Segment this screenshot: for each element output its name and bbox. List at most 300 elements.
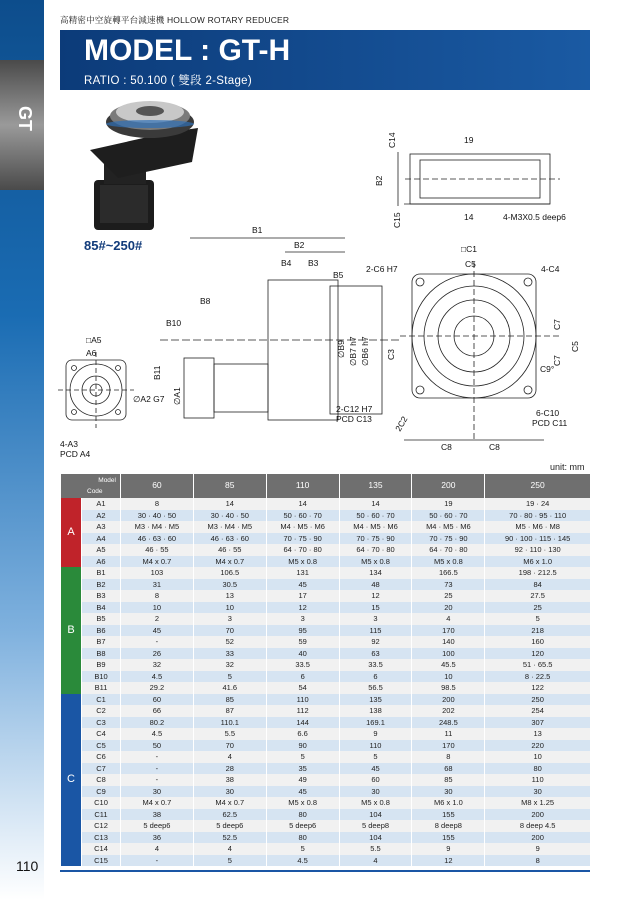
table-cell: 45 [339,763,412,775]
table-cell: 13 [485,728,590,740]
label-c15: C15 [392,212,402,228]
table-row [61,843,591,855]
table-cell: 50 [121,740,194,752]
table-cell: 11 [412,728,485,740]
table-cell: 135 [339,694,412,706]
column-header: 135 [339,474,412,498]
table-cell: 8 [121,590,194,602]
table-cell: 95 [266,625,339,637]
table-cell: 30.5 [193,579,266,591]
label-c5b: C5 [570,341,580,352]
table-cell: 3 [193,613,266,625]
table-cell: 70 [193,625,266,637]
unit-label: unit: mm [550,462,585,472]
table-cell: 10 [412,671,485,683]
table-cell: 98.5 [412,682,485,694]
table-row [61,786,591,798]
table-cell: 19 · 24 [485,498,590,510]
table-cell: 32 [193,659,266,671]
label-c8b: C8 [489,442,500,452]
column-header: 110 [266,474,339,498]
table-cell: 104 [339,832,412,844]
table-cell: 248.5 [412,717,485,729]
table-cell: 64 · 70 · 80 [339,544,412,556]
label-b6: ∅B6 h7 [360,336,370,366]
row-code: C15 [82,855,121,867]
table-row [61,613,591,625]
label-b4: B4 [281,258,292,268]
table-body [61,498,591,866]
table-cell: 49 [266,774,339,786]
table-cell: 62.5 [193,809,266,821]
table-cell: 70 [193,740,266,752]
row-code: B9 [82,659,121,671]
table-cell: M5 x 0.8 [339,797,412,809]
table-cell: 70 · 80 · 95 · 110 [485,510,590,522]
table-row [61,728,591,740]
table-cell: 10 [121,602,194,614]
table-cell: 220 [485,740,590,752]
table-cell: 170 [412,740,485,752]
label-c2: 2C2 [393,414,410,433]
table-cell: 70 · 75 · 90 [339,533,412,545]
label-a6: A6 [86,348,97,358]
table-cell: 4.5 [121,728,194,740]
table-cell: M5 x 0.8 [412,556,485,568]
table-cell: 38 [121,809,194,821]
group-label: A [61,498,82,567]
table-cell: 5.5 [193,728,266,740]
table-cell: 66 [121,705,194,717]
table-row [61,579,591,591]
row-code: C14 [82,843,121,855]
label-c11: PCD C11 [532,418,568,428]
table-cell: 30 [339,786,412,798]
row-code: C9 [82,786,121,798]
table-cell: 170 [412,625,485,637]
page-title: MODEL : GT-H [84,34,291,67]
table-cell: 48 [339,579,412,591]
table-cell: 33.5 [266,659,339,671]
ratio-subtitle: RATIO : 50.100 ( 雙段 2-Stage) [84,75,252,87]
table-cell: 19 [412,498,485,510]
table-row [61,498,591,510]
table-cell: 5 deep6 [121,820,194,832]
row-code: B4 [82,602,121,614]
row-code: A3 [82,521,121,533]
footer-divider [60,870,590,872]
table-cell: 17 [266,590,339,602]
table-cell: 5 [266,843,339,855]
table-cell: 110 [485,774,590,786]
table-cell: 52.5 [193,832,266,844]
row-code: C1 [82,694,121,706]
label-c7b: C7 [552,355,562,366]
table-cell: 70 · 75 · 90 [412,533,485,545]
page-number: 110 [16,858,39,874]
table-cell: 27.5 [485,590,590,602]
table-cell: 104 [339,809,412,821]
label-a1: ∅A1 [172,387,182,405]
table-cell: M3 · M4 · M5 [193,521,266,533]
table-row [61,625,591,637]
table-cell: 90 · 100 · 115 · 145 [485,533,590,545]
label-c13: PCD C13 [336,414,372,424]
table-cell: 8 deep 4.5 [485,820,590,832]
label-c6: 2-C6 H7 [366,264,398,274]
table-row [61,544,591,556]
table-cell: 100 [412,648,485,660]
table-cell: 254 [485,705,590,717]
table-cell: 85 [193,694,266,706]
table-row [61,705,591,717]
row-code: C12 [82,820,121,832]
table-cell: 64 · 70 · 80 [412,544,485,556]
table-cell: 56.5 [339,682,412,694]
table-cell: 202 [412,705,485,717]
row-code: C10 [82,797,121,809]
row-code: C2 [82,705,121,717]
label-b8: B8 [200,296,211,306]
row-code: B8 [82,648,121,660]
table-cell: 200 [485,832,590,844]
group-label: B [61,567,82,694]
table-cell: 4 [412,613,485,625]
table-cell: 25 [412,590,485,602]
row-code: C11 [82,809,121,821]
label-c3: C3 [386,349,396,360]
table-cell: - [121,636,194,648]
table-cell: 59 [266,636,339,648]
table-cell: 31 [121,579,194,591]
table-cell: 134 [339,567,412,579]
table-row [61,671,591,683]
table-row [61,533,591,545]
table-cell: M4 · M5 · M6 [412,521,485,533]
table-cell: 307 [485,717,590,729]
table-cell: 45 [266,786,339,798]
column-header: 250 [485,474,590,498]
table-cell: 40 [266,648,339,660]
row-code: B10 [82,671,121,683]
table-cell: 68 [412,763,485,775]
table-cell: M6 x 1.0 [485,556,590,568]
table-cell: 122 [485,682,590,694]
label-b10: B10 [166,318,182,328]
label-b11: B11 [152,365,162,380]
table-cell: 41.6 [193,682,266,694]
table-row [61,763,591,775]
table-row [61,855,591,867]
table-cell: 45 [121,625,194,637]
table-cell: M5 x 0.8 [339,556,412,568]
table-cell: 5.5 [339,843,412,855]
table-cell: 25 [485,602,590,614]
header-top-line: 高精密中空旋轉平台減速機 HOLLOW ROTARY REDUCER [60,15,290,25]
table-cell: 110 [266,694,339,706]
table-cell: 92 [339,636,412,648]
table-cell: 15 [339,602,412,614]
table-row [61,774,591,786]
table-cell: 4 [193,843,266,855]
table-cell: 140 [412,636,485,648]
label-a5: □A5 [86,335,102,345]
table-cell: 33 [193,648,266,660]
table-cell: 46 · 63 · 60 [193,533,266,545]
table-cell: 5 [193,671,266,683]
table-cell: 200 [485,809,590,821]
table-cell: 60 [121,694,194,706]
table-row [61,567,591,579]
label-a4: PCD A4 [60,449,91,459]
table-cell: 9 [412,843,485,855]
row-code: B1 [82,567,121,579]
table-cell: 5 [485,613,590,625]
row-code: B2 [82,579,121,591]
sidebar-tab-label: GT [15,106,35,131]
label-19: 19 [464,135,474,145]
table-cell: 64 · 70 · 80 [266,544,339,556]
label-c8: C8 [441,442,452,452]
table-cell: 32 [121,659,194,671]
table-cell: 103 [121,567,194,579]
label-c5: C5 [465,259,476,269]
table-cell: M5 x 0.8 [266,797,339,809]
table-cell: 115 [339,625,412,637]
table-cell: 4 [121,843,194,855]
label-m3: 4-M3X0.5 deep6 [503,212,566,222]
table-cell: 8 · 22.5 [485,671,590,683]
table-cell: 8 [121,498,194,510]
table-cell: M4 x 0.7 [121,556,194,568]
table-cell: 30 [193,786,266,798]
row-code: C4 [82,728,121,740]
label-b1: B1 [252,225,263,235]
table-cell: 46 · 63 · 60 [121,533,194,545]
table-row [61,510,591,522]
table-cell: 28 [193,763,266,775]
table-cell: M4 · M5 · M6 [339,521,412,533]
size-range-label: 85#~250# [84,238,143,253]
table-cell: 4 [339,855,412,867]
table-cell: 6 [339,671,412,683]
table-cell: 110 [339,740,412,752]
top-view-drawing [398,152,560,206]
label-b5: B5 [333,270,344,280]
table-cell: 90 [266,740,339,752]
row-code: B5 [82,613,121,625]
table-cell: M5 · M6 · M8 [485,521,590,533]
table-cell: 166.5 [412,567,485,579]
flange-view-drawing [58,352,134,428]
table-cell: 50 · 60 · 70 [339,510,412,522]
table-cell: 9 [485,843,590,855]
table-cell: 12 [266,602,339,614]
table-row [61,556,591,568]
product-photo [90,101,198,230]
table-cell: 50 · 60 · 70 [412,510,485,522]
table-cell: 5 [339,751,412,763]
table-row [61,832,591,844]
table-cell: 144 [266,717,339,729]
column-header: 200 [412,474,485,498]
label-a3: 4-A3 [60,439,78,449]
table-cell: 85 [412,774,485,786]
table-cell: 46 · 55 [193,544,266,556]
table-cell: 30 · 40 · 50 [121,510,194,522]
table-row [61,820,591,832]
label-b3: B3 [308,258,319,268]
table-corner-cell [61,474,121,498]
table-cell: 73 [412,579,485,591]
table-cell: 26 [121,648,194,660]
label-b2: B2 [294,240,305,250]
table-cell: M3 · M4 · M5 [121,521,194,533]
table-cell: 30 [121,786,194,798]
table-row [61,659,591,671]
table-cell: 10 [485,751,590,763]
table-cell: M4 x 0.7 [193,556,266,568]
label-c14: C14 [387,132,397,148]
label-c12: 2-C12 H7 [336,404,373,414]
row-code: C7 [82,763,121,775]
table-cell: 46 · 55 [121,544,194,556]
row-code: C13 [82,832,121,844]
table-cell: 80 [485,763,590,775]
table-cell: 52 [193,636,266,648]
table-cell: 84 [485,579,590,591]
table-row [61,682,591,694]
table-row [61,648,591,660]
table-cell: 4.5 [266,855,339,867]
table-cell: 14 [193,498,266,510]
label-c1: □C1 [461,244,477,254]
label-b2-top: B2 [374,175,384,186]
table-cell: 60 [339,774,412,786]
table-cell: 29.2 [121,682,194,694]
row-code: A2 [82,510,121,522]
table-cell: 200 [412,694,485,706]
table-cell: 169.1 [339,717,412,729]
table-row [61,797,591,809]
table-cell: 10 [193,602,266,614]
table-cell: 198 · 212.5 [485,567,590,579]
table-cell: 5 deep6 [266,820,339,832]
label-a2: ∅A2 G7 [133,394,165,404]
label-c7: C7 [552,319,562,330]
row-code: B7 [82,636,121,648]
table-cell: M4 x 0.7 [121,797,194,809]
row-code: A5 [82,544,121,556]
table-cell: 80 [266,832,339,844]
table-cell: 14 [339,498,412,510]
table-cell: - [121,774,194,786]
table-cell: 20 [412,602,485,614]
table-cell: 50 · 60 · 70 [266,510,339,522]
table-cell: 13 [193,590,266,602]
table-cell: 155 [412,809,485,821]
table-cell: M4 · M5 · M6 [266,521,339,533]
table-cell: 8 [485,855,590,867]
table-cell: 36 [121,832,194,844]
table-row [61,717,591,729]
table-cell: 8 [412,751,485,763]
row-code: C5 [82,740,121,752]
table-cell: 12 [412,855,485,867]
table-cell: 6 [266,671,339,683]
row-code: A1 [82,498,121,510]
table-cell: 38 [193,774,266,786]
spec-table [60,474,590,866]
table-cell: M4 x 0.7 [193,797,266,809]
table-cell: 5 deep8 [339,820,412,832]
table-row [61,590,591,602]
row-code: C6 [82,751,121,763]
label-c4: 4-C4 [541,264,560,274]
table-cell: 12 [339,590,412,602]
table-row [61,694,591,706]
label-b9: ∅B9 [336,340,346,358]
table-row [61,809,591,821]
table-row [61,751,591,763]
table-header-row [61,474,591,498]
table-cell: 54 [266,682,339,694]
table-cell: - [121,855,194,867]
row-code: C3 [82,717,121,729]
row-code: B6 [82,625,121,637]
table-cell: 14 [266,498,339,510]
label-14: 14 [464,212,474,222]
table-cell: 80 [266,809,339,821]
table-cell: 63 [339,648,412,660]
table-cell: - [121,751,194,763]
table-cell: 3 [266,613,339,625]
table-row [61,521,591,533]
row-code: B3 [82,590,121,602]
table-cell: 160 [485,636,590,648]
row-code: A4 [82,533,121,545]
side-view-drawing [160,238,400,420]
table-cell: 80.2 [121,717,194,729]
label-b7: ∅B7 h7 [348,336,358,366]
table-cell: 5 [193,855,266,867]
row-code: A6 [82,556,121,568]
table-cell: 45 [266,579,339,591]
table-cell: 87 [193,705,266,717]
column-header: 60 [121,474,194,498]
table-cell: M6 x 1.0 [412,797,485,809]
column-header: 85 [193,474,266,498]
table-row [61,636,591,648]
corner-model-label: Model [98,477,116,484]
table-cell: 250 [485,694,590,706]
table-cell: 33.5 [339,659,412,671]
corner-code-label: Code [87,487,103,495]
row-code: B11 [82,682,121,694]
table-cell: 131 [266,567,339,579]
table-cell: 106.5 [193,567,266,579]
table-cell: 5 [266,751,339,763]
label-c10: 6-C10 [536,408,560,418]
table-cell: 35 [266,763,339,775]
table-cell: 70 · 75 · 90 [266,533,339,545]
table-cell: 6.6 [266,728,339,740]
table-row [61,602,591,614]
group-label: C [61,694,82,867]
row-code: C8 [82,774,121,786]
table-cell: 45.5 [412,659,485,671]
table-cell: 155 [412,832,485,844]
